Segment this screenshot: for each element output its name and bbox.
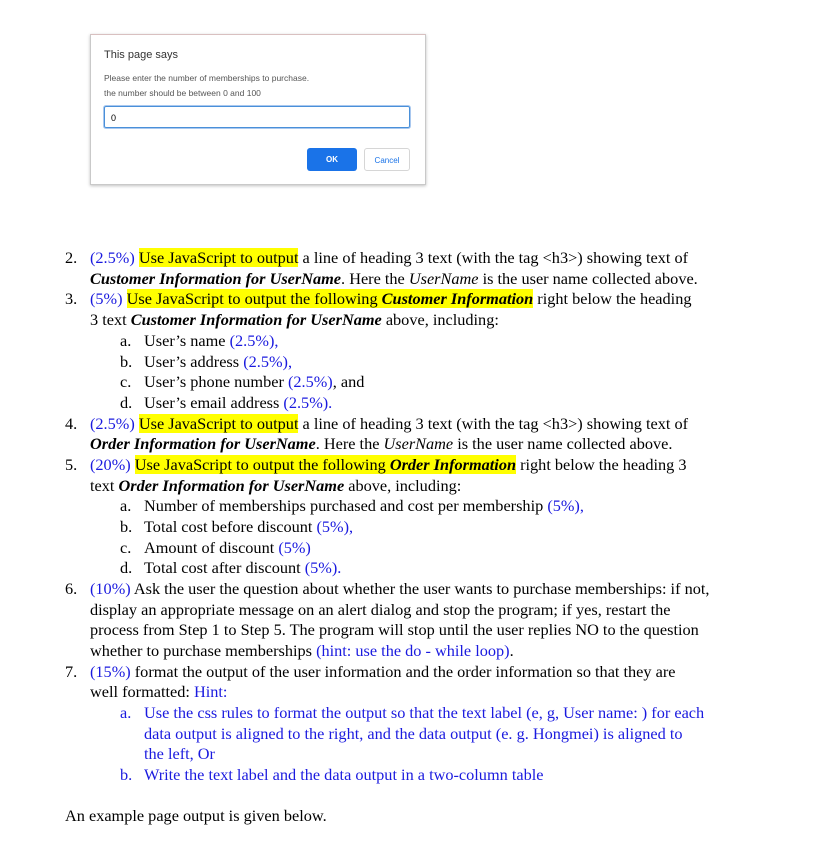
item-text: Amount of discount <box>144 538 279 557</box>
list-number: 5. <box>65 455 78 474</box>
item-5-line-1 <box>90 455 687 476</box>
cancel-button[interactable]: Cancel <box>364 148 410 171</box>
item-text: User’s name <box>144 331 230 350</box>
item-text: Total cost after discount <box>144 558 305 577</box>
item-text: above, including: <box>344 476 462 495</box>
sub-letter: b. <box>120 765 133 784</box>
item-7a-line-1: Use the css rules to format the output so that the text label (e, g, User name: ) for each <box>144 703 705 722</box>
item-3b <box>144 352 292 373</box>
ok-button[interactable]: OK <box>307 148 357 171</box>
sub-letter: a. <box>120 331 132 350</box>
item-text: format the output of the user information and the order information so that they are <box>130 662 676 681</box>
item-text: Use JavaScript to output the following <box>126 289 382 308</box>
item-6-line-3: process from Step 1 to Step 5. The program will stop until the user replies NO to the question <box>90 620 699 639</box>
percent-label: (15%) <box>90 662 131 681</box>
sub-letter: a. <box>120 703 132 722</box>
item-6-line-4 <box>90 641 514 662</box>
item-text: text <box>90 476 119 495</box>
item-bold-italic: Customer Information <box>381 289 534 308</box>
dialog-message-line2: the number should be between 0 and 100 <box>104 88 261 98</box>
membership-count-input[interactable]: 0 <box>104 106 410 128</box>
percent-label: (5%), <box>316 517 354 536</box>
item-2-line-2 <box>90 269 698 290</box>
percent-label: (2.5%), <box>243 352 293 371</box>
item-text: a line of heading 3 text (with the tag <h3>) showing text of <box>298 414 689 433</box>
item-text: Number of memberships purchased and cost per membership <box>144 496 548 515</box>
percent-label: (2.5%), <box>229 331 279 350</box>
sub-letter: d. <box>120 393 133 412</box>
percent-label: (2.5%) <box>90 248 135 267</box>
item-text: . <box>509 641 514 660</box>
percent-label: (5%), <box>547 496 584 515</box>
percent-label: (2.5%) <box>287 372 333 391</box>
item-text: well formatted: <box>90 682 194 701</box>
list-number: 3. <box>65 289 78 308</box>
prompt-dialog <box>90 34 426 185</box>
item-text: Use JavaScript to output the following <box>134 455 390 474</box>
item-text: User’s phone number <box>144 372 288 391</box>
item-3-line-2 <box>90 310 499 331</box>
item-6-line-1 <box>90 579 709 600</box>
item-3c <box>144 372 364 393</box>
percent-label: (2.5%). <box>283 393 333 412</box>
sub-letter: c. <box>120 372 132 391</box>
list-number: 2. <box>65 248 78 267</box>
item-text: right below the heading <box>533 289 692 308</box>
item-3-line-1 <box>90 289 691 310</box>
item-text: is the user name collected above. <box>453 434 673 453</box>
percent-label: (10%) <box>90 579 131 598</box>
item-text: User’s address <box>144 352 244 371</box>
sub-letter: a. <box>120 496 132 515</box>
highlighted-text <box>127 289 534 308</box>
item-7b: Write the text label and the data output in a two-column table <box>144 765 544 784</box>
item-4-line-1 <box>90 414 688 435</box>
item-text: . Here the <box>341 269 409 288</box>
sub-letter: d. <box>120 558 133 577</box>
sub-letter: b. <box>120 352 133 371</box>
percent-label: (2.5%) <box>90 414 135 433</box>
percent-label: (5%) <box>278 538 311 557</box>
sub-letter: b. <box>120 517 133 536</box>
item-bold-italic: Customer Information for UserName <box>90 269 342 288</box>
list-number: 4. <box>65 414 78 433</box>
item-3a <box>144 331 278 352</box>
item-italic: UserName <box>408 269 479 288</box>
item-text: a line of heading 3 text (with the tag <h3>) showing text of <box>298 248 689 267</box>
sub-letter: c. <box>120 538 132 557</box>
item-5-line-2 <box>90 476 461 497</box>
list-number: 6. <box>65 579 78 598</box>
dialog-message-line1: Please enter the number of memberships to purchase. <box>104 73 310 83</box>
highlighted-text: Use JavaScript to output <box>138 414 299 433</box>
item-7a-line-2: data output is aligned to the right, and the data output (e. g. Hongmei) is aligned to <box>144 724 683 743</box>
percent-label: (5%) <box>90 289 123 308</box>
item-4-line-2 <box>90 434 672 455</box>
item-5b <box>144 517 353 538</box>
item-text: User’s email address <box>144 393 284 412</box>
item-3d <box>144 393 332 414</box>
item-text: whether to purchase memberships <box>90 641 317 660</box>
item-5a <box>144 496 584 517</box>
item-italic: UserName <box>383 434 454 453</box>
item-bold-italic: Customer Information for UserName <box>130 310 382 329</box>
highlighted-text <box>135 455 516 474</box>
footer-text: An example page output is given below. <box>65 806 327 825</box>
percent-label: (5%). <box>304 558 342 577</box>
item-text: above, including: <box>381 310 499 329</box>
item-6-line-2: display an appropriate message on an alert dialog and stop the program; if yes, restart the <box>90 600 671 619</box>
item-bold-italic: Order Information for UserName <box>90 434 316 453</box>
hint-text: Hint: <box>193 682 228 701</box>
item-5c <box>144 538 311 559</box>
item-text: is the user name collected above. <box>478 269 698 288</box>
item-text: , and <box>332 372 365 391</box>
item-text: . Here the <box>315 434 384 453</box>
dialog-title: This page says <box>104 49 178 61</box>
highlighted-text: Use JavaScript to output <box>138 248 299 267</box>
item-2-line-1 <box>90 248 688 269</box>
item-text: 3 text <box>90 310 131 329</box>
item-text: Total cost before discount <box>144 517 317 536</box>
item-7a-line-3: the left, Or <box>144 744 215 763</box>
item-text: Ask the user the question about whether the user wants to purchase memberships: if not, <box>130 579 710 598</box>
item-7-line-1 <box>90 662 676 683</box>
list-number: 7. <box>65 662 78 681</box>
item-bold-italic: Order Information <box>389 455 517 474</box>
item-7-line-2 <box>90 682 227 703</box>
item-5d <box>144 558 341 579</box>
item-text: right below the heading 3 <box>516 455 687 474</box>
item-bold-italic: Order Information for UserName <box>118 476 345 495</box>
hint-text: (hint: use the do - while loop) <box>316 641 510 660</box>
percent-label: (20%) <box>90 455 131 474</box>
